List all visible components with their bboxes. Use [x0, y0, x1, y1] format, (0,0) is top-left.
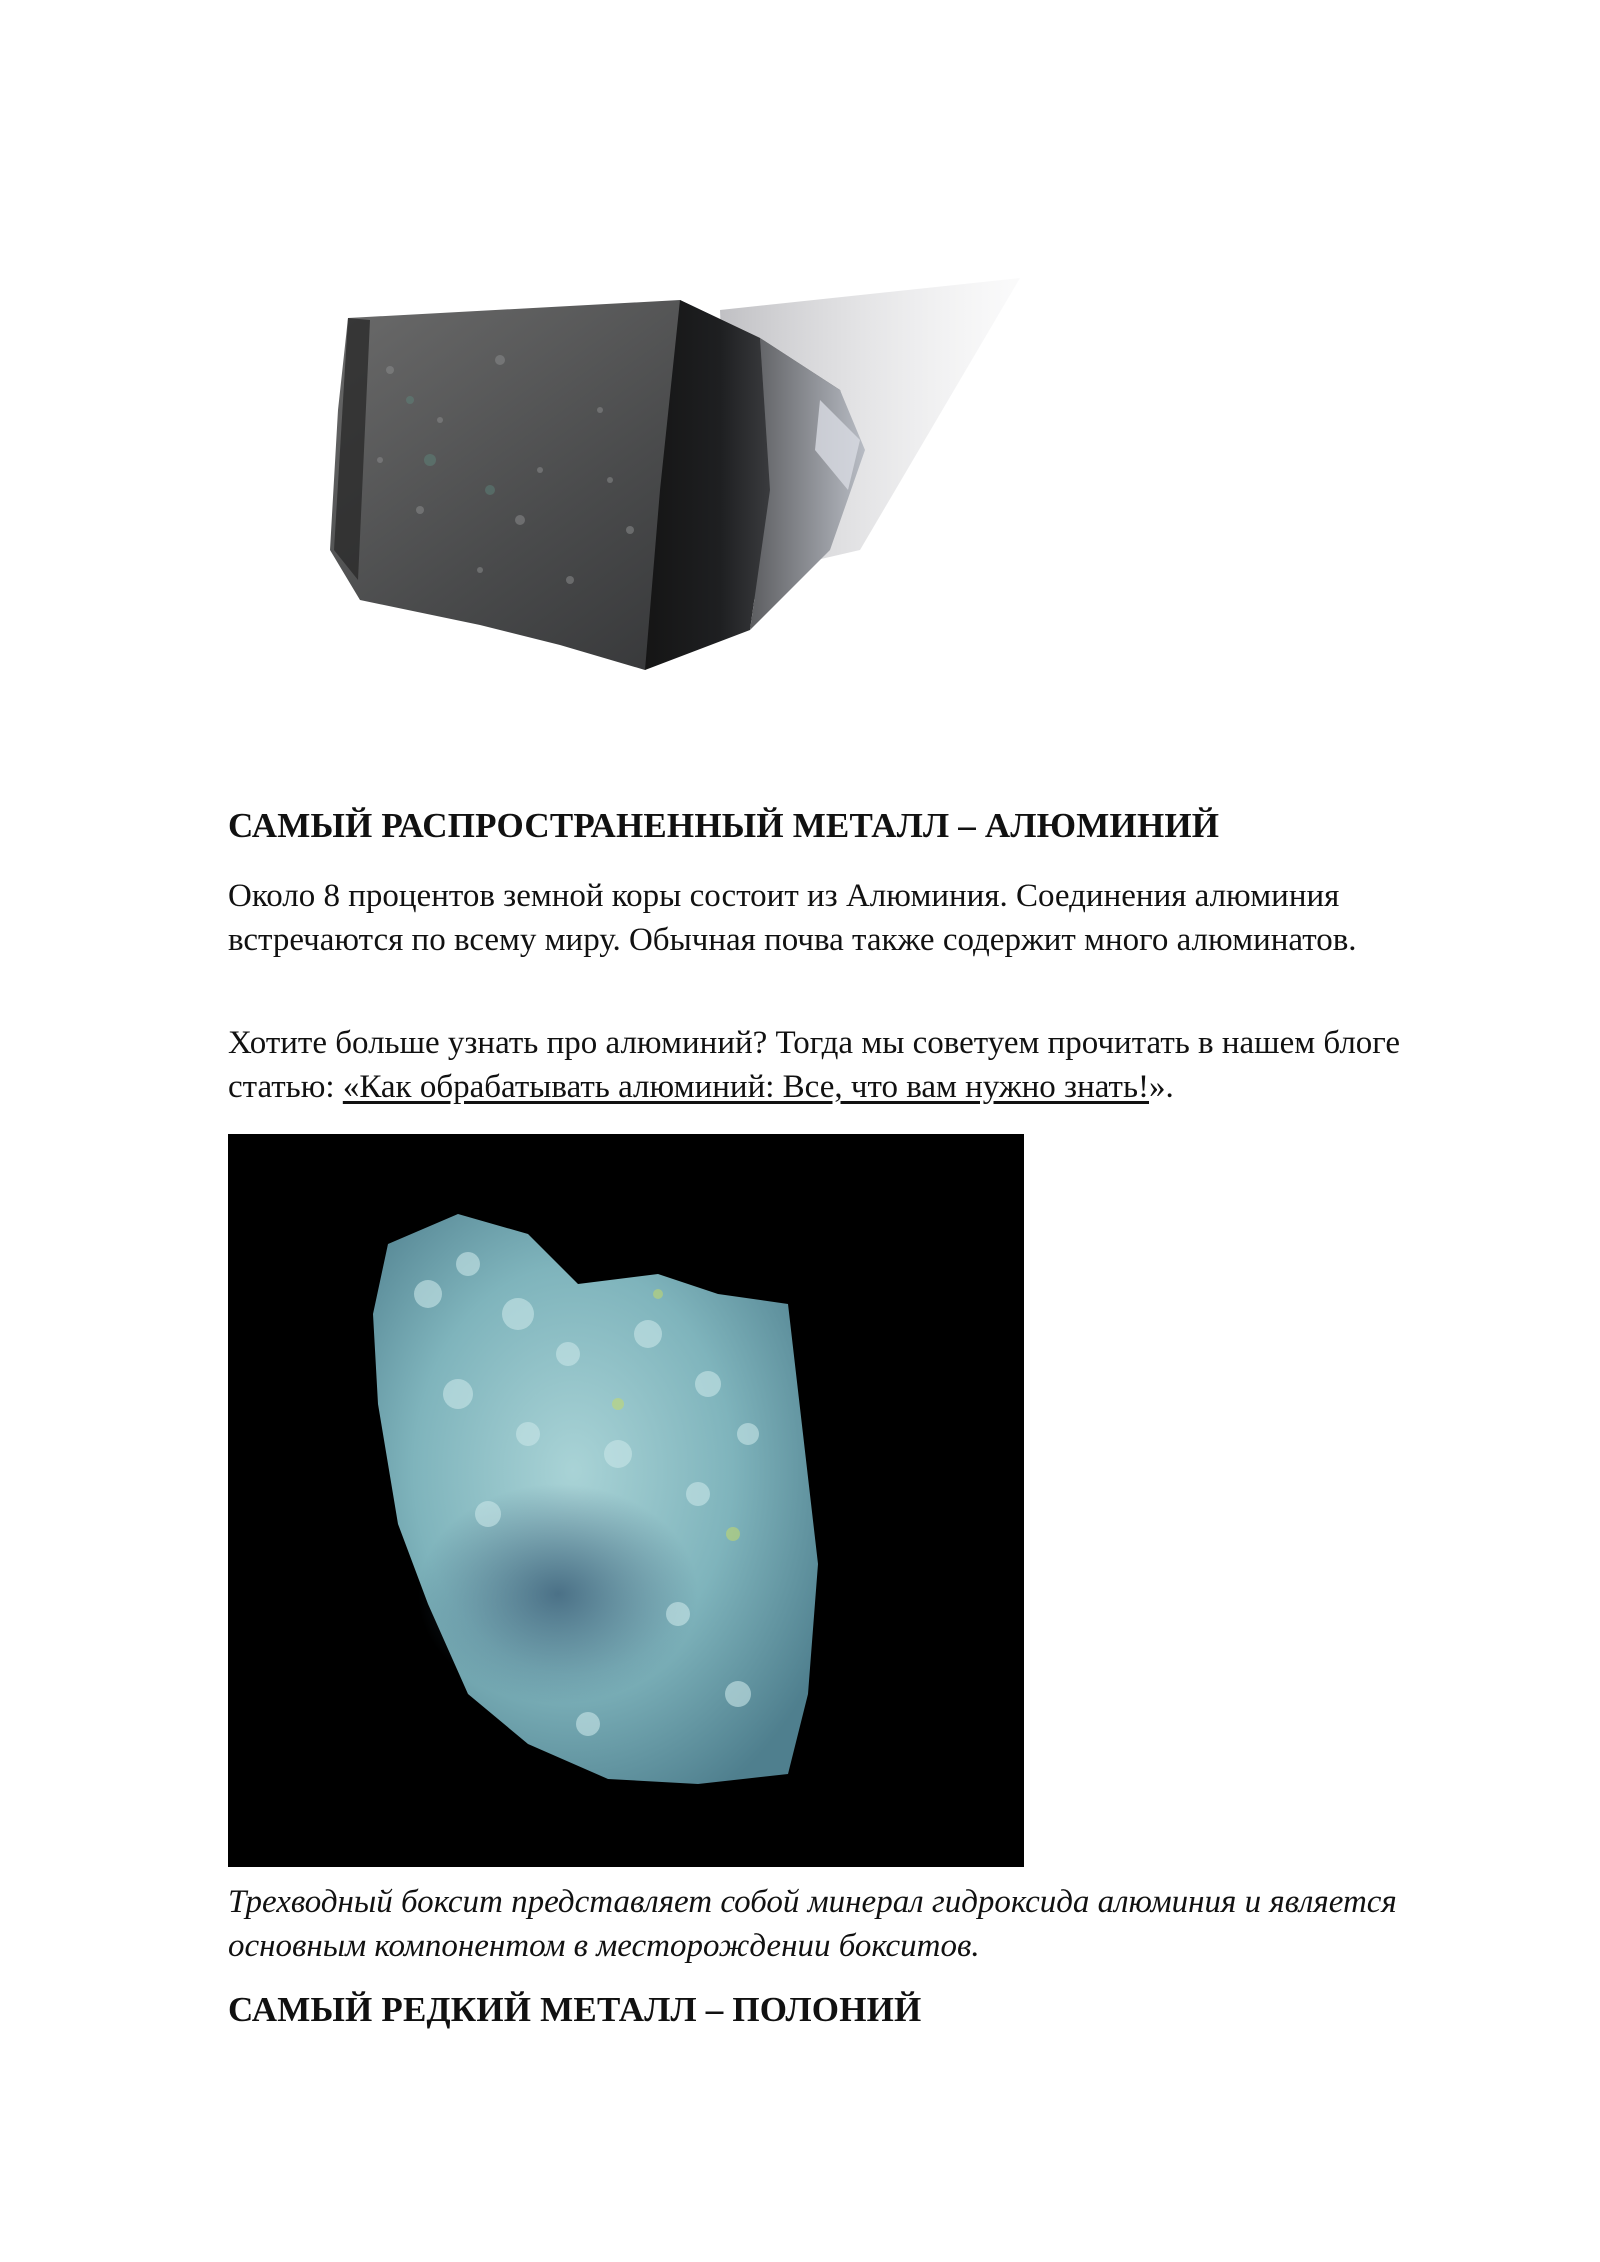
paragraph-blog-recommendation: [228, 1021, 1488, 1109]
blog-article-link[interactable]: «Как обрабатывать алюминий: Все, что вам нужно знать!: [342, 1069, 1150, 1105]
section-heading-polonium: САМЫЙ РЕДКИЙ МЕТАЛЛ – ПОЛОНИЙ: [228, 1990, 922, 2029]
aluminium-sample-photo: [300, 250, 1060, 710]
bauxite-mineral-photo: [228, 1134, 1024, 1867]
paragraph-aluminium-facts: Около 8 процентов земной коры состоит из Алюминия. Соединения алюминия встречаются по всему миру. Обычная почва также содержит много алюминатов.: [228, 878, 1357, 958]
section-heading-aluminium: САМЫЙ РАСПРОСТРАНЕННЫЙ МЕТАЛЛ – АЛЮМИНИЙ: [228, 806, 1220, 845]
photo-caption: Трехводный боксит представляет собой минерал гидроксида алюминия и является основным компонентом в месторождении бокситов.: [228, 1884, 1397, 1964]
paragraph-suffix: ».: [1149, 1069, 1174, 1105]
paragraph-prefix: Хотите больше узнать про алюминий? Тогда мы советуем прочитать в нашем блоге статью:: [228, 1025, 1401, 1105]
